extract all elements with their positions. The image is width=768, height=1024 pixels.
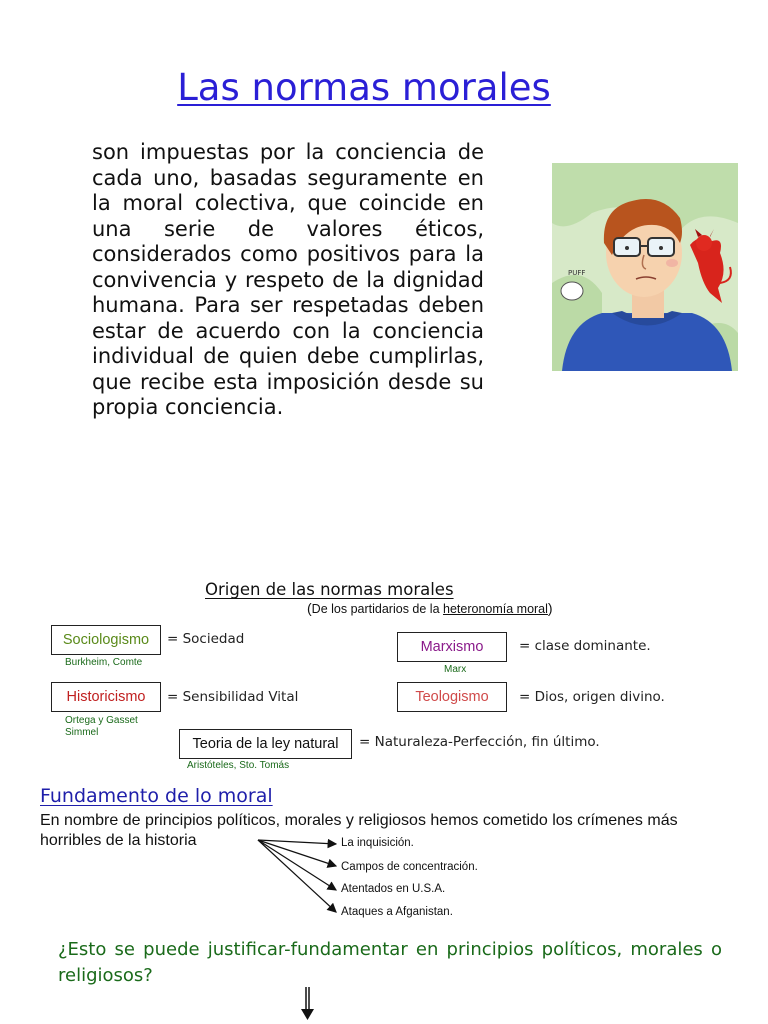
authors-historicismo-1: Ortega y Gasset — [65, 715, 138, 726]
box-teologismo: Teologismo — [397, 682, 507, 712]
puff-text: PUFF — [568, 269, 586, 277]
diagram-subtitle: (De los partidarios de la heteronomía moral) — [307, 600, 553, 616]
authors-historicismo-2: Simmel — [65, 727, 99, 738]
question-text: ¿Esto se puede justificar-fundamentar en principios políticos, morales o religiosos? — [58, 939, 722, 986]
meaning-sociologismo: = Sociedad — [167, 631, 245, 647]
diagram-title: Origen de las normas morales — [205, 580, 454, 599]
authors-marxismo: Marx — [444, 664, 467, 675]
box-ley-natural: Teoria de la ley natural — [179, 729, 352, 759]
box-sociologismo: Sociologismo — [51, 625, 161, 655]
crime-item: Atentados en U.S.A. — [341, 883, 446, 895]
meaning-teologismo: = Dios, origen divino. — [519, 689, 665, 705]
meaning-marxismo: = clase dominante. — [519, 638, 651, 654]
fundamento-text: En nombre de principios políticos, morales y religiosos hemos cometido los crímenes más horribles de la historia — [40, 812, 678, 849]
authors-ley-natural: Aristóteles, Sto. Tomás — [187, 760, 290, 771]
meaning-ley-natural: = Naturaleza-Perfección, fin último. — [359, 734, 600, 750]
authors-sociologismo: Burkheim, Comte — [65, 657, 143, 668]
down-arrow-icon — [301, 987, 314, 1020]
meaning-historicismo: = Sensibilidad Vital — [167, 689, 299, 705]
crime-item: Ataques a Afganistan. — [341, 906, 453, 918]
crime-item: La inquisición. — [341, 837, 414, 849]
illustration-man-with-devil — [552, 163, 738, 371]
crime-item: Campos de concentración. — [341, 861, 478, 873]
page-title: Las normas morales — [177, 66, 551, 109]
fundamento-title: Fundamento de lo moral — [40, 785, 273, 807]
box-marxismo: Marxismo — [397, 632, 507, 662]
box-historicismo: Historicismo — [51, 682, 161, 712]
intro-paragraph: son impuestas por la conciencia de cada uno, basadas seguramente en la moral colectiva, que coincide en una serie de valores éticos, considerados como positivos para la convivencia y respeto de la dignidad humana. Para ser respetadas deben estar de acuerdo con la conciencia individual de quien debe cumplirlas, que recibe esta imposición desde su propia conciencia. — [92, 140, 484, 419]
